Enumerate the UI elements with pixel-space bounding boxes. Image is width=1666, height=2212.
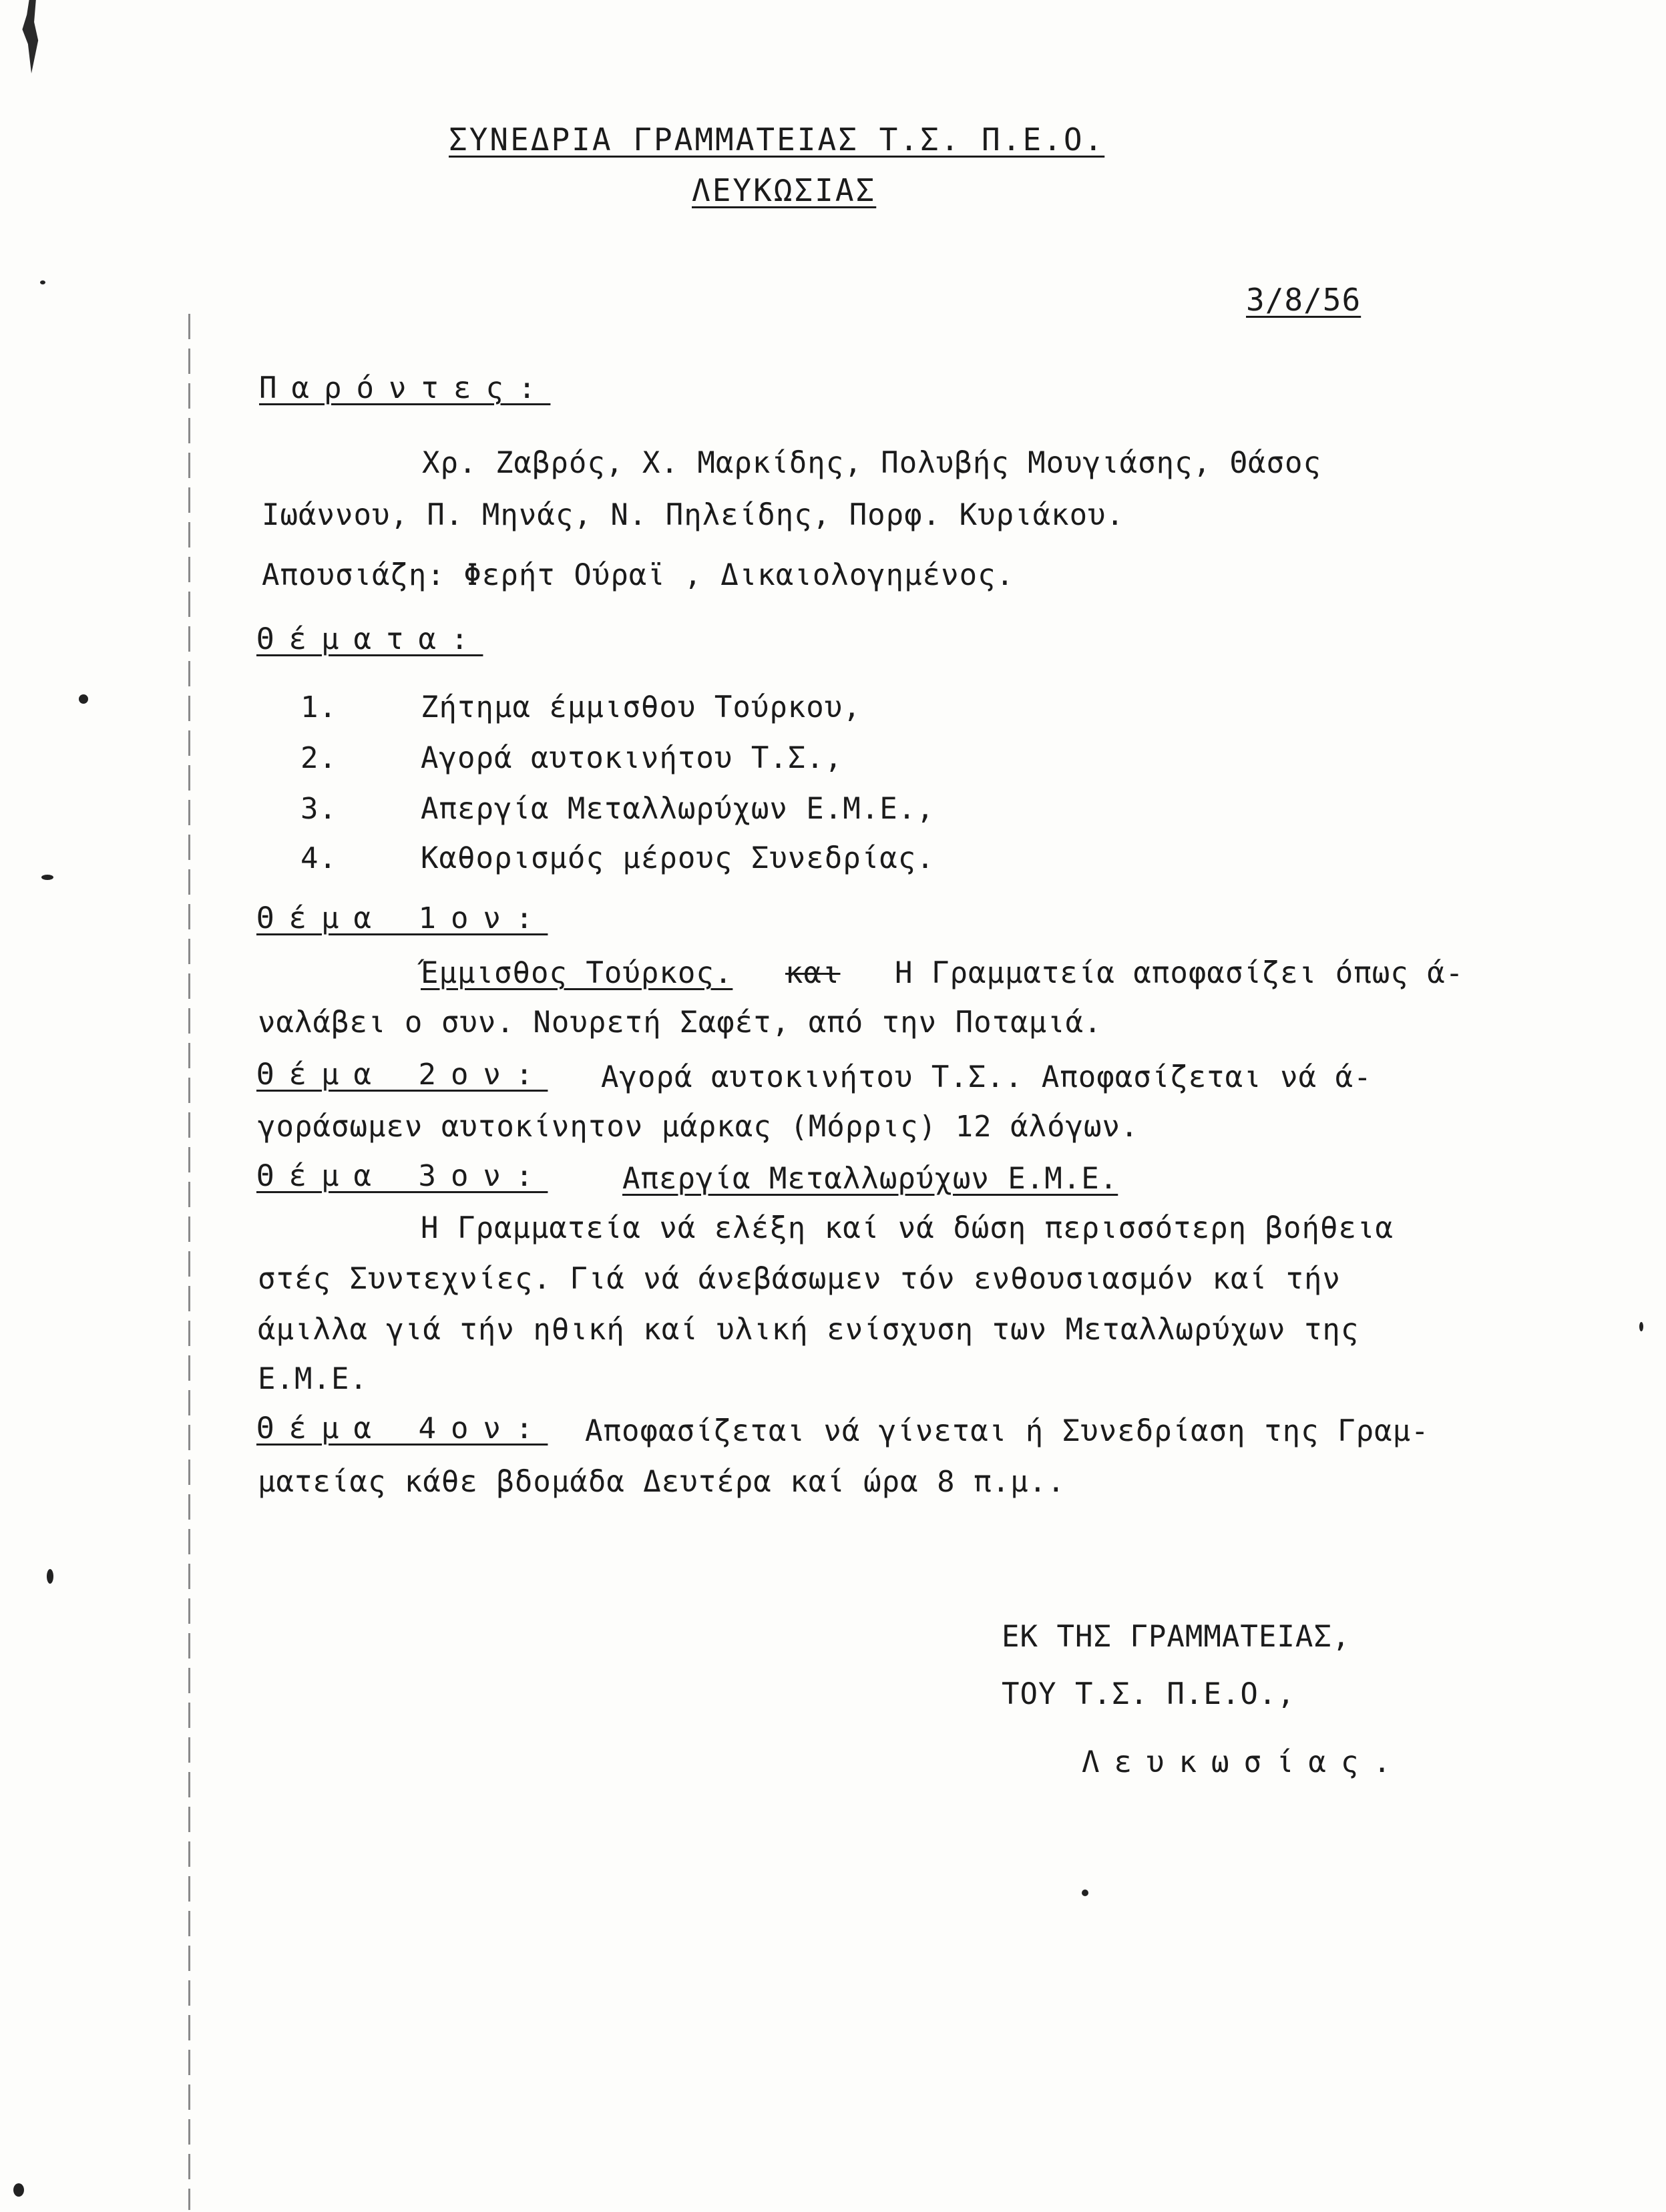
speck <box>1082 1890 1088 1896</box>
topic-4-text-line-2: ματείας κάθε βδομάδα Δευτέρα καί ώρα 8 π.μ.. <box>258 1465 1066 1499</box>
absent-line: Απουσιάζη: Φερήτ Ούραϊ , Δικαιολογημένος. <box>262 558 1015 592</box>
topic-1-heading: Θέμα 1ον: <box>256 901 548 935</box>
agenda-heading: Θέματα: <box>256 622 483 656</box>
agenda-item-text: Καθορισμός μέρους Συνεδρίας. <box>421 841 935 875</box>
topic-2-text-line-2: γοράσωμεν αυτοκίνητον μάρκας (Μόρρις) 12 άλόγων. <box>258 1110 1139 1144</box>
speck <box>41 875 53 880</box>
topic-1-strikeout: και <box>785 956 841 990</box>
agenda-item-text: Απεργία Μεταλλωρύχων Ε.Μ.Ε., <box>421 792 935 826</box>
document-city: ΛΕΥΚΩΣΙΑΣ <box>692 172 877 208</box>
speck <box>13 2183 24 2197</box>
document-date: 3/8/56 <box>1246 282 1362 318</box>
agenda-item-number: 1. <box>300 690 337 724</box>
agenda-item-text: Ζήτημα έμμισθου Τούρκου, <box>421 690 861 724</box>
agenda-item-text: Αγορά αυτοκινήτου Τ.Σ., <box>421 741 843 775</box>
speck <box>47 1569 53 1584</box>
topic-3-subject: Απεργία Μεταλλωρύχων Ε.Μ.Ε. <box>622 1162 1118 1196</box>
signature-line-3: Λευκωσίας. <box>1082 1745 1406 1779</box>
speck <box>40 280 45 284</box>
topic-1-subject: Έμμισθος Τούρκος. <box>421 956 733 990</box>
topic-3-text-line-1: Η Γραμματεία νά ελέξη καί νά δώση περισσότερη βοήθεια <box>421 1211 1394 1245</box>
topic-1-text-line-1: Η Γραμματεία αποφασίζει όπως ά- <box>895 956 1464 990</box>
topic-3-heading: Θέμα 3ον: <box>256 1159 548 1193</box>
topic-2-text-line-1: Αγορά αυτοκινήτου Τ.Σ.. Αποφασίζεται νά ά- <box>601 1060 1372 1094</box>
agenda-item-number: 2. <box>300 741 337 775</box>
topic-4-text-line-1: Αποφασίζεται νά γίνεται ή Συνεδρίαση της Γραμ- <box>585 1414 1430 1448</box>
topic-3-text-line-3: άμιλλα γιά τήν ηθική καί υλική ενίσχυση των Μεταλλωρύχων της <box>258 1313 1360 1347</box>
signature-line-1: ΕΚ ΤΗΣ ΓΡΑΜΜΑΤΕΙΑΣ, <box>1002 1620 1351 1654</box>
present-names-line-2: Ιωάννου, Π. Μηνάς, Ν. Πηλείδης, Πορφ. Κυριάκου. <box>262 498 1125 532</box>
document-title: ΣΥΝΕΔΡΙΑ ΓΡΑΜΜΑΤΕΙΑΣ Τ.Σ. Π.Ε.Ο. <box>449 122 1105 158</box>
signature-line-2: ΤΟΥ Τ.Σ. Π.Ε.Ο., <box>1002 1677 1295 1711</box>
topic-3-text-line-4: Ε.Μ.Ε. <box>258 1362 368 1396</box>
topic-3-text-line-2: στές Συντεχνίες. Γιά νά άνεβάσωμεν τόν ενθουσιασμόν καί τήν <box>258 1262 1341 1296</box>
speck <box>1639 1322 1643 1331</box>
speck <box>79 694 88 704</box>
present-heading: Παρόντες: <box>259 371 551 405</box>
topic-1-text-line-2: ναλάβει ο συν. Νουρετή Σαφέτ, από την Ποταμιά. <box>258 1006 1102 1040</box>
ink-blot <box>20 0 43 73</box>
agenda-item-number: 3. <box>300 792 337 826</box>
topic-4-heading: Θέμα 4ον: <box>256 1411 548 1446</box>
topic-2-heading: Θέμα 2ον: <box>256 1058 548 1092</box>
agenda-item-number: 4. <box>300 841 337 875</box>
margin-line <box>188 314 190 2210</box>
present-names-line-1: Χρ. Ζαβρός, Χ. Μαρκίδης, Πολυβής Μουγιάσης, Θάσος <box>422 446 1322 480</box>
